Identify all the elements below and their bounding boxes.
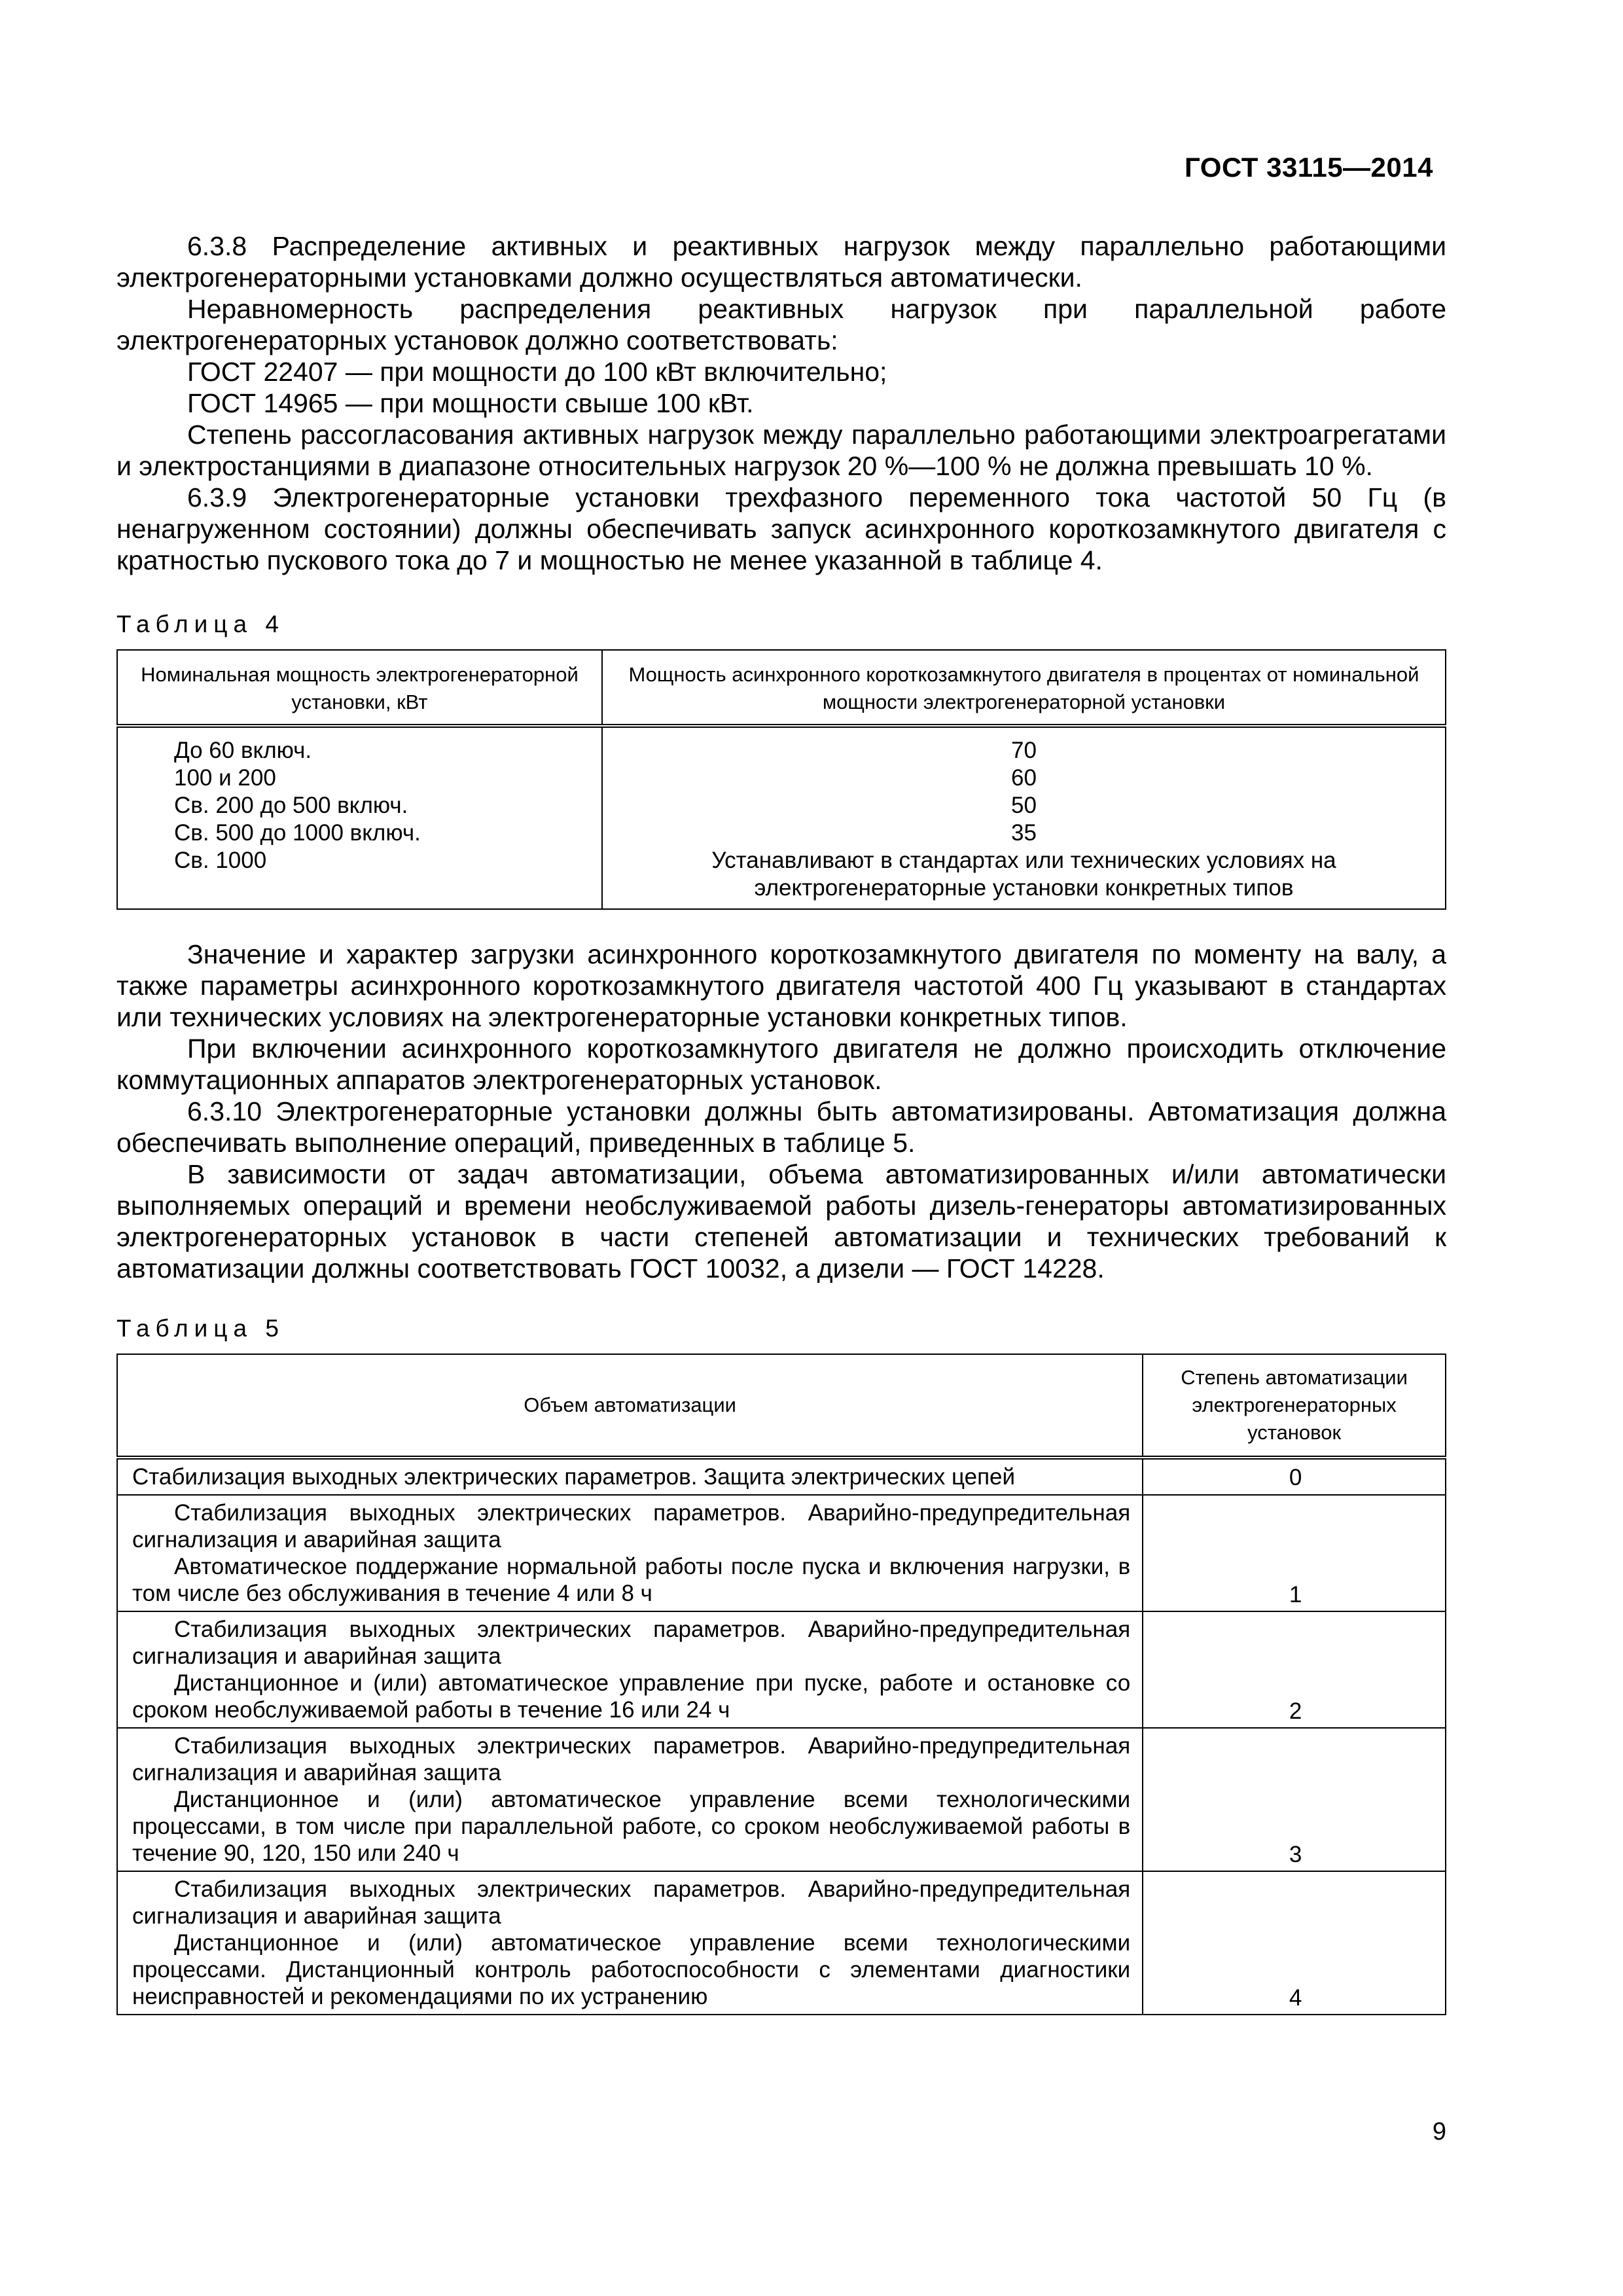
table-cell: 60 — [1011, 765, 1037, 791]
table-cell: 100 и 200 — [174, 765, 276, 791]
table-cell: 35 — [1011, 820, 1037, 846]
paragraph: В зависимости от задач автоматизации, объема автоматизированных и/или автоматически выполняемых операций и времени необслуживаемой работы дизель-генераторы автоматизированных электрогенераторных установок в части степеней автоматизации и технических требований к автоматизации должны соответствовать ГОСТ 10032, а дизели — ГОСТ 14228. — [116, 1159, 1446, 1283]
table-row — [117, 1495, 1446, 1611]
paragraph: ГОСТ 22407 — при мощности до 100 кВт включительно; — [187, 357, 887, 387]
paragraph: Степень рассогласования активных нагрузок между параллельно работающими электроагрегатами и электростанциями в диапазоне относительных нагрузок 20 %—100 % не должна превышать 10 %. — [116, 420, 1446, 481]
table-cell — [117, 1495, 1143, 1611]
table-cell: 70 — [1011, 738, 1037, 763]
table-cell: 50 — [1011, 793, 1037, 818]
table-header-row — [117, 650, 1446, 726]
table-cell: 1 — [1143, 1495, 1446, 1611]
table-5 — [116, 1354, 1446, 2015]
table-cell: 3 — [1143, 1728, 1446, 1871]
paragraph: ГОСТ 14965 — при мощности свыше 100 кВт. — [187, 388, 754, 418]
table-cell — [117, 1458, 1143, 1495]
table-cell: Св. 500 до 1000 включ. — [174, 820, 421, 846]
table-cell: Св. 200 до 500 включ. — [174, 793, 408, 818]
table-caption: Таблица 5 — [116, 1315, 285, 1342]
table-row — [117, 1458, 1446, 1495]
cell-line: Автоматическое поддержание нормальной работы после пуска и включения нагрузки, в том числе без обслуживания в течение 4 или 8 ч — [132, 1554, 1131, 1606]
cell-line: Стабилизация выходных электрических параметров. Аварийно-предупредительная сигнализация и аварийная защита — [132, 1876, 1131, 1929]
cell-line: Дистанционное и (или) автоматическое управление всеми технологическими процессами, в том числе при параллельной работе, со сроком необслуживаемой работы в течение 90, 120, 150 или 240 ч — [132, 1787, 1131, 1866]
cell-line: Дистанционное и (или) автоматическое управление всеми технологическими процессами. Дистанционный контроль работоспособности с элементами диагностики неисправностей и рекомендациями по их устранению — [132, 1930, 1131, 2009]
table-cell — [117, 1611, 1143, 1728]
column-header: Номинальная мощность электрогенераторной установки, кВт — [117, 650, 602, 726]
table-cell: 0 — [1143, 1458, 1446, 1495]
table-cell: Св. 1000 — [174, 848, 267, 873]
column-header: Мощность асинхронного короткозамкнутого двигателя в процентах от номинальной мощности электрогенераторной установки — [602, 650, 1446, 726]
table-cell-power-list — [117, 726, 602, 909]
table-row — [117, 1728, 1446, 1871]
table-cell — [117, 1871, 1143, 2015]
cell-line: Дистанционное и (или) автоматическое управление при пуске, работе и остановке со сроком необслуживаемой работы в течение 16 или 24 ч — [132, 1670, 1131, 1723]
table-row — [117, 1871, 1446, 2015]
table-row — [117, 1611, 1446, 1728]
paragraph: 6.3.10 Электрогенераторные установки должны быть автоматизированы. Автоматизация должна обеспечивать выполнение операций, приведенных в таблице 5. — [116, 1096, 1446, 1158]
table-caption: Таблица 4 — [116, 611, 285, 637]
paragraph: Значение и характер загрузки асинхронного короткозамкнутого двигателя по моменту на валу, а также параметры асинхронного короткозамкнутого двигателя частотой 400 Гц указывают в стандартах или технических условиях на электрогенераторные установки конкретных типов. — [116, 939, 1446, 1032]
column-header: Степень автоматизации электрогенераторных установок — [1143, 1354, 1446, 1458]
page-number: 9 — [1432, 2118, 1446, 2145]
paragraph: При включении асинхронного короткозамкнутого двигателя не должно происходить отключение коммутационных аппаратов электрогенераторных установок. — [116, 1033, 1446, 1095]
paragraph: 6.3.8 Распределение активных и реактивных нагрузок между параллельно работающими электрогенераторными установками должно осуществляться автоматически. — [116, 231, 1446, 293]
table-4 — [116, 649, 1446, 910]
table-cell — [117, 1728, 1143, 1871]
table-cell-percent-list — [602, 726, 1446, 909]
document-id: ГОСТ 33115—2014 — [1185, 152, 1433, 183]
paragraph: 6.3.9 Электрогенераторные установки трехфазного переменного тока частотой 50 Гц (в ненагруженном состоянии) должны обеспечивать запуск асинхронного короткозамкнутого двигателя с кратностью пускового тока до 7 и мощностью не менее указанной в таблице 4. — [116, 482, 1446, 575]
cell-line: Стабилизация выходных электрических параметров. Защита электрических цепей — [132, 1464, 1016, 1490]
paragraph: Неравномерность распределения реактивных нагрузок при параллельной работе электрогенераторных установок должно соответствовать: — [116, 294, 1446, 355]
cell-line: Стабилизация выходных электрических параметров. Аварийно-предупредительная сигнализация и аварийная защита — [132, 1500, 1131, 1552]
table-row — [117, 726, 1446, 909]
page-body — [116, 230, 1446, 2015]
table-cell: До 60 включ. — [174, 738, 312, 763]
table-cell: Устанавливают в стандартах или технических условиях на электрогенераторные установки конкретных типов — [711, 848, 1336, 901]
table-cell: 2 — [1143, 1611, 1446, 1728]
cell-line: Стабилизация выходных электрических параметров. Аварийно-предупредительная сигнализация и аварийная защита — [132, 1617, 1131, 1669]
column-header: Объем автоматизации — [117, 1354, 1143, 1458]
cell-line: Стабилизация выходных электрических параметров. Аварийно-предупредительная сигнализация и аварийная защита — [132, 1733, 1131, 1785]
table-header-row — [117, 1354, 1446, 1458]
table-cell: 4 — [1143, 1871, 1446, 2015]
